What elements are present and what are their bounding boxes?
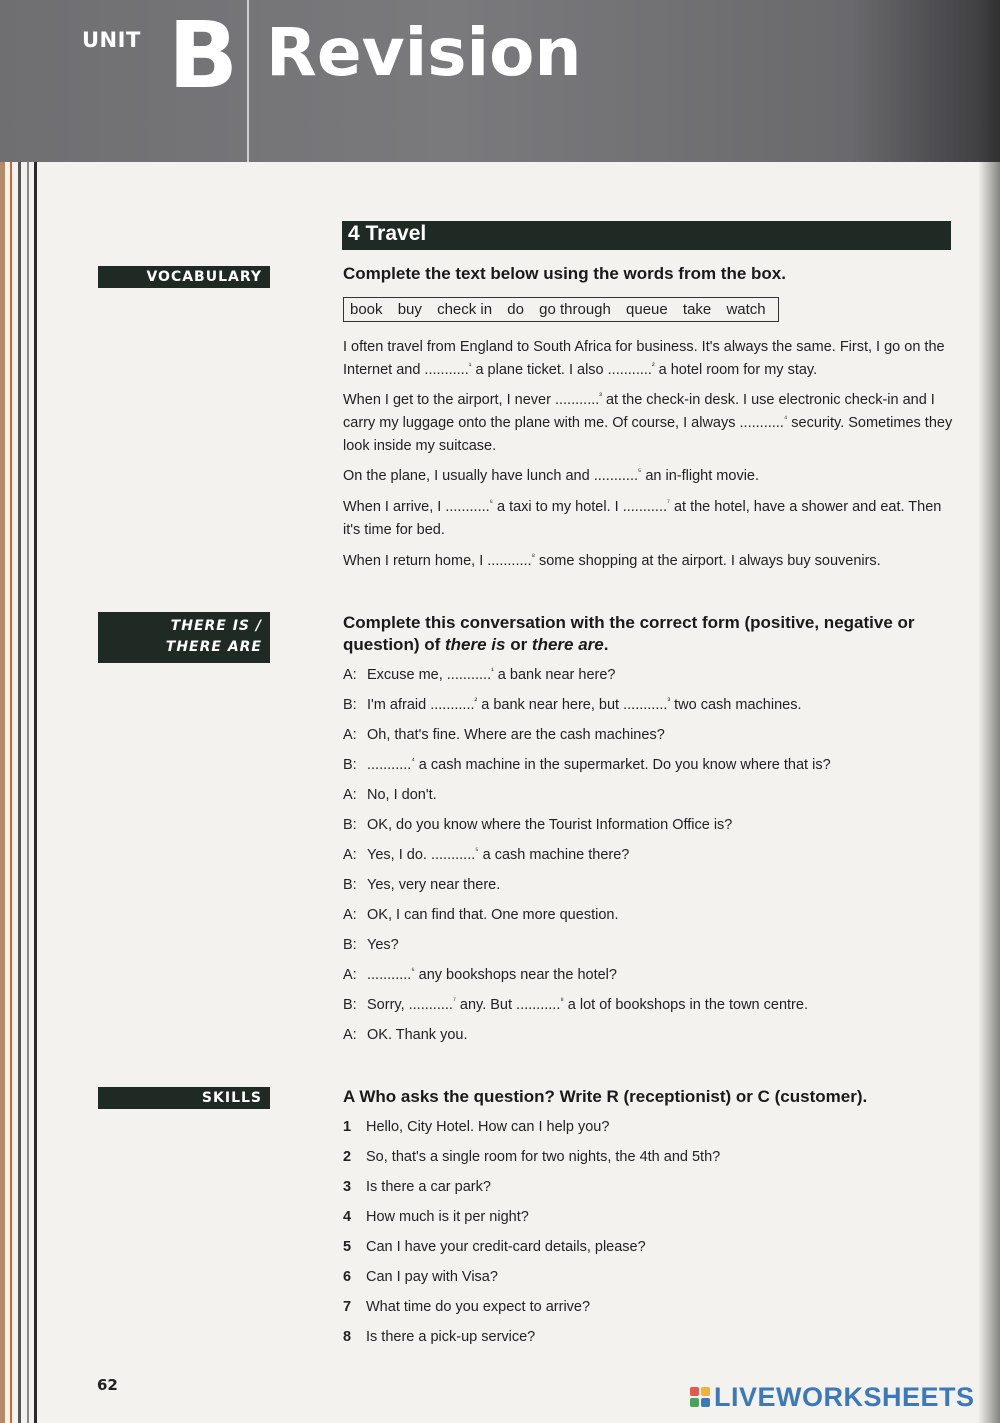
- page-title: Revision: [266, 14, 582, 91]
- dialogue-text: OK, I can find that. One more question.: [367, 907, 619, 923]
- section-heading: [342, 221, 951, 250]
- word-item: go through: [539, 301, 611, 318]
- skills-item: [343, 1269, 498, 1285]
- dialogue-text: ...........$^{^4}$ a cash machine in the supermarket. Do you know where that is?: [367, 756, 831, 773]
- skills-item-number: 4: [343, 1209, 352, 1225]
- skills-item-text: What time do you expect to arrive?: [366, 1299, 591, 1315]
- skills-item-number: 1: [343, 1119, 352, 1135]
- word-item: book: [350, 301, 383, 318]
- skills-item: [343, 1149, 720, 1165]
- binding-strip: [27, 0, 29, 1423]
- unit-label: UNIT: [82, 28, 141, 52]
- binding-strip: [18, 0, 21, 1423]
- skills-item-number: 5: [343, 1239, 352, 1255]
- brand-logo-icon: [690, 1387, 710, 1407]
- instruction-line: Complete this conversation with the correct form (positive, negative or: [343, 613, 915, 632]
- dialogue-text: OK, do you know where the Tourist Information Office is?: [367, 817, 733, 833]
- word-item: queue: [626, 301, 668, 318]
- dialogue-line: [343, 997, 808, 1013]
- skills-item-number: 7: [343, 1299, 352, 1315]
- dialogue-text: Oh, that's fine. Where are the cash machines?: [367, 727, 665, 743]
- dialogue-line: [343, 817, 732, 833]
- section-title: 4 Travel: [348, 222, 427, 245]
- binding-strip: [10, 0, 12, 1423]
- unit-header: [0, 0, 1000, 162]
- brand-text: LIVEWORKSHEETS: [714, 1381, 975, 1412]
- vocabulary-label: VOCABULARY: [98, 266, 270, 288]
- there-is-label-line: THERE ARE: [165, 639, 262, 655]
- skills-item: [343, 1119, 609, 1135]
- dialogue-speaker: A:: [343, 847, 357, 863]
- dialogue-text: Yes, very near there.: [367, 877, 501, 893]
- vocabulary-paragraph: When I return home, I ...........$^{^8}$ some shopping at the airport. I always buy souvenirs.: [343, 552, 881, 569]
- vocabulary-paragraph: I often travel from England to South Africa for business. It's always the same. First, I go on the Internet and ...........$^{^1}$ a plane ticket. I also ...........$^{^2}$ a hotel room for my stay.: [343, 339, 945, 378]
- dialogue-speaker: A:: [343, 967, 357, 983]
- vocabulary-instruction: Complete the text below using the words from the box.: [343, 264, 786, 283]
- dialogue-line: [343, 967, 617, 983]
- skills-item: [343, 1179, 491, 1195]
- unit-letter: B: [168, 2, 239, 109]
- dialogue-text: Yes?: [367, 937, 399, 953]
- binding-strip: [34, 0, 37, 1423]
- dialogue-speaker: B:: [343, 817, 357, 833]
- dialogue-line: [343, 847, 629, 863]
- brand-watermark: [690, 1382, 975, 1412]
- dialogue-line: [343, 877, 500, 893]
- skills-item: [343, 1209, 529, 1225]
- instruction-text: question) of: [343, 635, 445, 654]
- dialogue-speaker: B:: [343, 757, 357, 773]
- dialogue-text: Excuse me, ...........$^{^1}$ a bank near here?: [367, 666, 616, 683]
- dialogue-line: [343, 727, 665, 743]
- dialogue-line: [343, 667, 616, 683]
- skills-item-number: 3: [343, 1179, 352, 1195]
- dialogue-text: Sorry, ...........$^{^7}$ any. But ...........$^{^8}$ a lot of bookshops in the town centre.: [367, 996, 808, 1013]
- vocabulary-paragraph: When I get to the airport, I never ...........$^{^3}$ at the check-in desk. I use electronic check-in and I carry my luggage onto the plane with me. Of course, I always ...........$^{^4}$ security. Sometimes they look inside my suitcase.: [343, 391, 953, 454]
- vocabulary-paragraph: On the plane, I usually have lunch and ...........$^{^5}$ an in-flight movie.: [343, 467, 760, 484]
- word-item: watch: [726, 301, 766, 318]
- skills-item: [343, 1329, 535, 1345]
- skills-item-number: 8: [343, 1329, 352, 1345]
- dialogue-text: Yes, I do. ...........$^{^5}$ a cash machine there?: [367, 846, 630, 863]
- word-item: take: [682, 301, 712, 318]
- dialogue-line: [343, 697, 801, 713]
- dialogue-speaker: A:: [343, 787, 357, 803]
- skills-item-number: 6: [343, 1269, 352, 1285]
- there-is-instruction: [343, 612, 915, 656]
- skills-item-text: So, that's a single room for two nights, the 4th and 5th?: [366, 1149, 721, 1165]
- vocabulary-paragraph: When I arrive, I ...........$^{^6}$ a taxi to my hotel. I ...........$^{^7}$ at the hotel, have a shower and eat. Then it's time for bed.: [343, 498, 942, 538]
- dialogue-text: ...........$^{^6}$ any bookshops near the hotel?: [367, 966, 617, 983]
- skills-item-text: Is there a pick-up service?: [366, 1329, 536, 1345]
- dialogue-speaker: A:: [343, 1027, 357, 1043]
- word-item: check in: [437, 301, 493, 318]
- dialogue-speaker: B:: [343, 997, 357, 1013]
- instruction-emphasis: there are: [531, 635, 604, 654]
- dialogue-line: [343, 937, 399, 953]
- dialogue-speaker: B:: [343, 877, 357, 893]
- page-number: 62: [97, 1376, 118, 1394]
- dialogue-speaker: A:: [343, 907, 357, 923]
- dialogue-speaker: B:: [343, 937, 357, 953]
- dialogue-line: [343, 757, 831, 773]
- dialogue-text: No, I don't.: [367, 787, 437, 803]
- dialogue-speaker: B:: [343, 697, 357, 713]
- dialogue-text: OK. Thank you.: [367, 1027, 468, 1043]
- dialogue-speaker: A:: [343, 667, 357, 683]
- skills-instruction: A Who asks the question? Write R (receptionist) or C (customer).: [343, 1087, 868, 1106]
- instruction-text: .: [603, 635, 609, 654]
- skills-item-text: How much is it per night?: [366, 1209, 529, 1225]
- there-is-label-line: THERE IS /: [170, 618, 262, 634]
- skills-item-text: Hello, City Hotel. How can I help you?: [366, 1119, 610, 1135]
- skills-item: [343, 1239, 646, 1255]
- skills-label: SKILLS: [98, 1087, 270, 1109]
- dialogue-text: I'm afraid ...........$^{^2}$ a bank near here, but ...........$^{^3}$ two cash machines.: [367, 696, 802, 713]
- dialogue-line: [343, 787, 437, 803]
- dialogue-line: [343, 1027, 467, 1043]
- dialogue-line: [343, 907, 618, 923]
- skills-item-text: Is there a car park?: [366, 1179, 491, 1195]
- skills-item-text: Can I have your credit-card details, please?: [366, 1239, 646, 1255]
- instruction-emphasis: there is: [444, 635, 506, 654]
- instruction-line: [343, 634, 915, 656]
- header-divider: [247, 0, 249, 162]
- binding-strip: [0, 0, 5, 1423]
- word-box: [343, 297, 779, 322]
- word-item: do: [507, 301, 524, 318]
- skills-item-number: 2: [343, 1149, 352, 1165]
- instruction-text: or: [505, 635, 532, 654]
- skills-item-text: Can I pay with Visa?: [366, 1269, 498, 1285]
- there-is-label: [98, 612, 270, 663]
- page-edge-shadow: [978, 0, 1000, 1423]
- skills-item: [343, 1299, 590, 1315]
- word-item: buy: [397, 301, 422, 318]
- dialogue-speaker: A:: [343, 727, 357, 743]
